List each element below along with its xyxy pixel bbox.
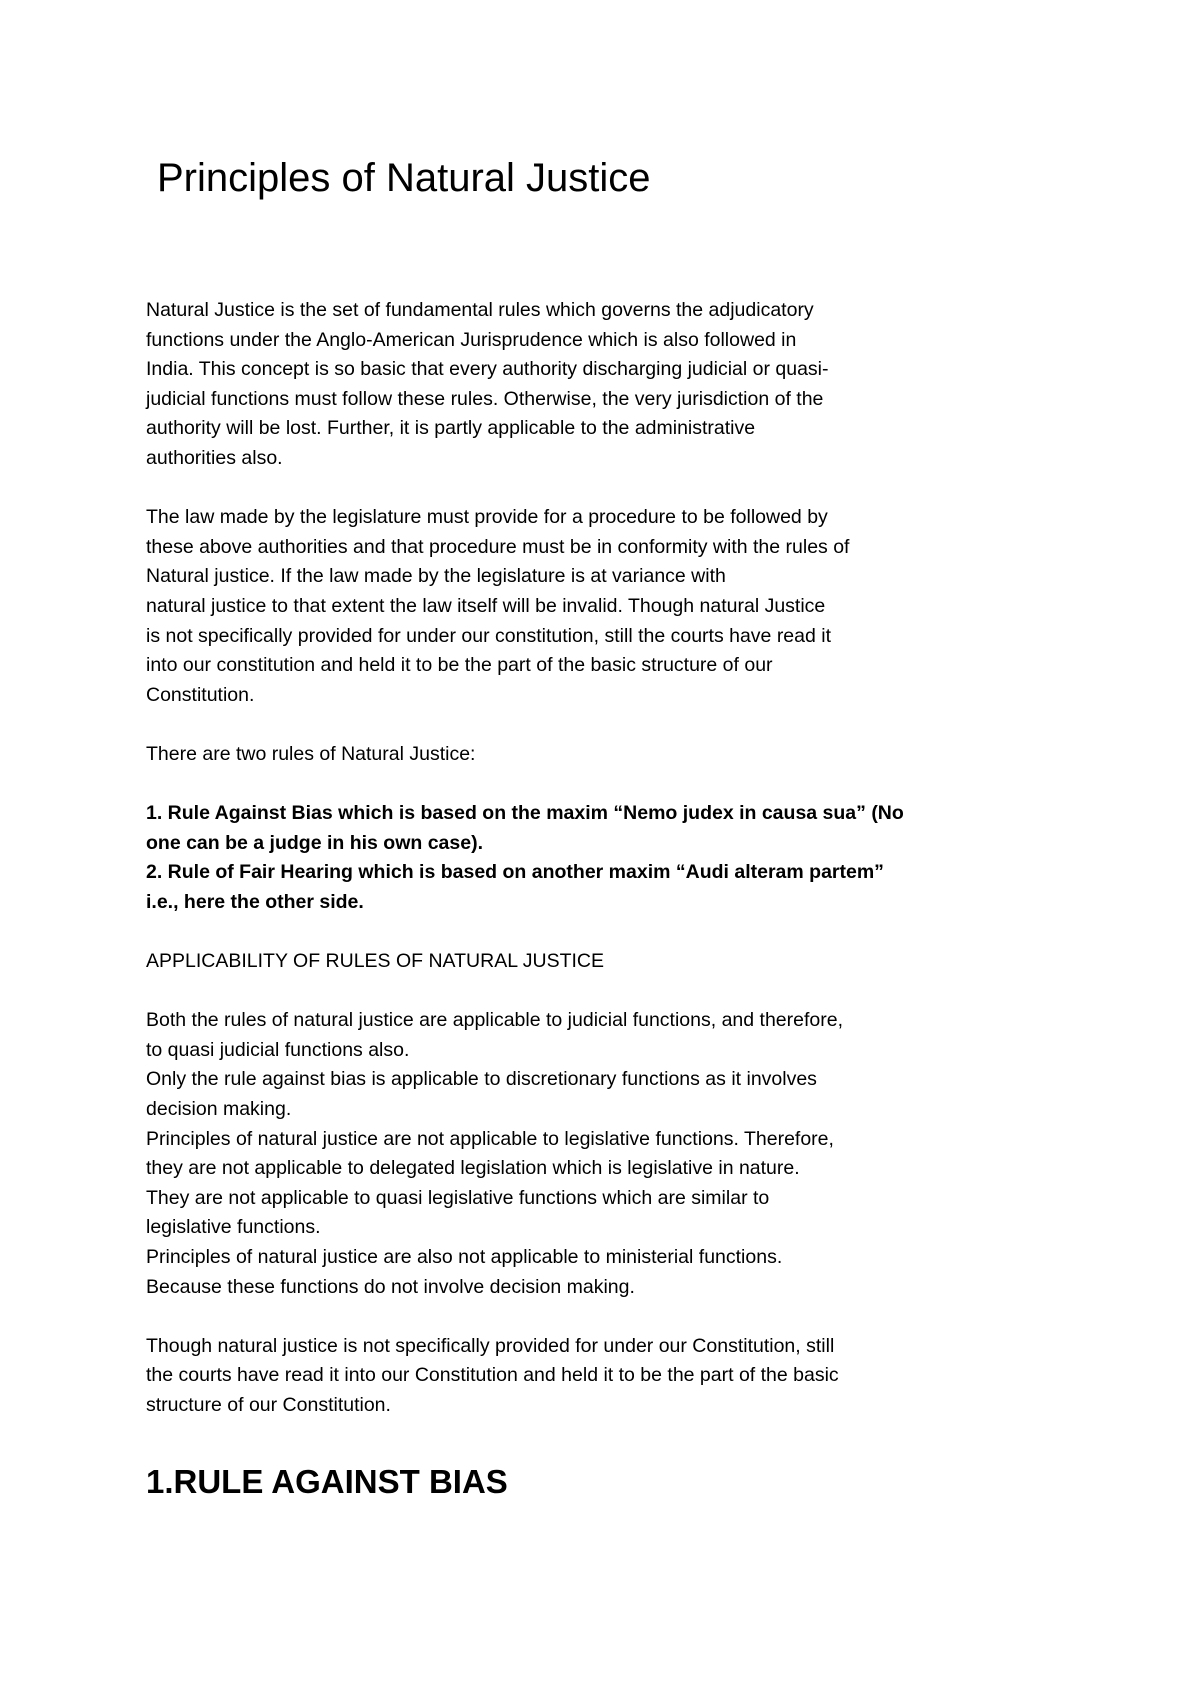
text-line: Though natural justice is not specifically provided for under our Constitution, still [146,1334,835,1357]
text-line: into our constitution and held it to be the part of the basic structure of our [146,654,773,677]
text-line: They are not applicable to quasi legislative functions which are similar to [146,1186,770,1209]
text-line: authorities also. [146,446,283,469]
rules-list [146,799,1006,917]
paragraph-spacer [146,917,1006,947]
text-line: natural justice to that extent the law itself will be invalid. Though natural Justice [146,594,826,617]
document-body [146,296,1006,1421]
rule-line: i.e., here the other side. [146,890,364,913]
rule-line: 1. Rule Against Bias which is based on the maxim “Nemo judex in causa sua” (No [146,802,904,825]
text-line: judicial functions must follow these rules. Otherwise, the very jurisdiction of the [146,387,824,410]
rule-line: 2. Rule of Fair Hearing which is based on another maxim “Audi alteram partem” [146,861,884,884]
text-line: Natural justice. If the law made by the legislature is at variance with [146,565,726,588]
text-line: legislative functions. [146,1216,321,1239]
text-line: Principles of natural justice are also not applicable to ministerial functions. [146,1246,783,1268]
text-line: decision making. [146,1098,292,1121]
rule-line: one can be a judge in his own case). [146,831,483,854]
applicability-heading [146,947,1006,977]
subheading-text: APPLICABILITY OF RULES OF NATURAL JUSTICE [146,950,604,973]
paragraph-legislature [146,503,1006,710]
paragraph-applicability [146,1006,1006,1302]
text-line: authority will be lost. Further, it is partly applicable to the administrative [146,417,756,440]
text-line: Constitution. [146,683,255,706]
paragraph-intro [146,296,1006,474]
paragraph-spacer [146,977,1006,1007]
text-line: these above authorities and that procedure must be in conformity with the rules of [146,535,850,558]
paragraph-spacer [146,474,1006,504]
text-line: to quasi judicial functions also. [146,1038,410,1061]
paragraph-two-rules-intro [146,740,1006,770]
text-line: Because these functions do not involve decision making. [146,1275,635,1298]
text-line: Principles of natural justice are not applicable to legislative functions. Therefore, [146,1127,834,1150]
paragraph-spacer [146,1302,1006,1332]
paragraph-spacer [146,770,1006,800]
paragraph-conclusion [146,1332,1006,1421]
text-line: Both the rules of natural justice are applicable to judicial functions, and therefore, [146,1009,844,1032]
text-line: Natural Justice is the set of fundamental rules which governs the adjudicatory [146,299,814,321]
document-title: Principles of Natural Justice [157,156,651,200]
text-line: structure of our Constitution. [146,1393,391,1416]
text-line: the courts have read it into our Constitution and held it to be the part of the basic [146,1364,839,1387]
text-line: they are not applicable to delegated legislation which is legislative in nature. [146,1157,800,1180]
text-line: functions under the Anglo-American Jurisprudence which is also followed in [146,328,797,351]
text-line: The law made by the legislature must provide for a procedure to be followed by [146,506,828,529]
text-line: Only the rule against bias is applicable to discretionary functions as it involves [146,1068,817,1091]
text-line: is not specifically provided for under our constitution, still the courts have read it [146,624,832,647]
section-heading-rule-against-bias: 1.RULE AGAINST BIAS [146,1463,508,1500]
paragraph-spacer [146,710,1006,740]
text-line: India. This concept is so basic that every authority discharging judicial or quasi- [146,358,829,381]
text-line: There are two rules of Natural Justice: [146,742,476,765]
